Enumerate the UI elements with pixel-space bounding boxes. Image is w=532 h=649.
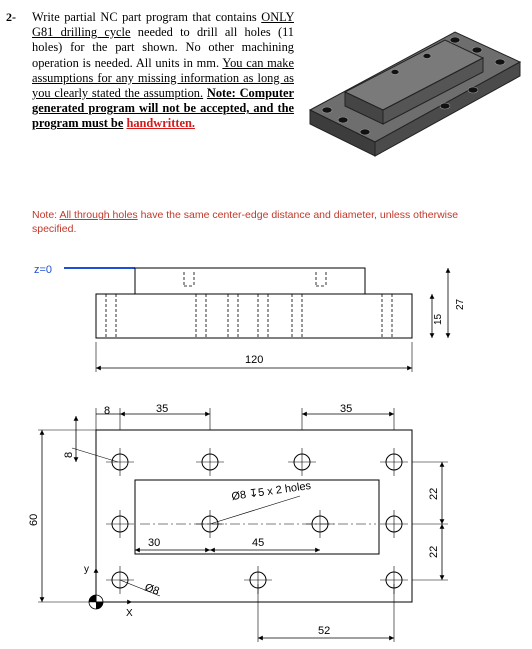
dim-27: 27 xyxy=(455,298,466,310)
dim-45: 45 xyxy=(252,537,265,549)
holes xyxy=(106,448,408,594)
dim-30: 30 xyxy=(148,537,161,549)
question-number: 2- xyxy=(6,10,16,24)
handwritten-word: handwritten. xyxy=(126,116,195,131)
dim-120: 120 xyxy=(245,354,264,366)
axis-x-label: X xyxy=(126,608,133,619)
dim-15: 15 xyxy=(433,313,444,325)
dim-22-top: 22 xyxy=(428,487,440,500)
dim-52: 52 xyxy=(318,625,331,637)
dim-35-left: 35 xyxy=(156,403,169,415)
assumption-text: You can make assumptions for any missing information as long as you clearly stated the assumption. xyxy=(32,55,294,101)
engineering-drawing xyxy=(0,250,532,649)
diameter-8-callout: Ø8 xyxy=(142,581,161,598)
dim-60: 60 xyxy=(28,513,40,526)
part-3d-render xyxy=(305,10,525,160)
g81-emphasis: G81 drilling cycle xyxy=(32,25,131,40)
note-bold: Note: Computer generated program will not be accepted, and the program must be xyxy=(32,86,294,131)
holes-note: Note: All through holes have the same center-edge distance and diameter, unless otherwise specified. xyxy=(32,209,459,235)
z-zero-label: z=0 xyxy=(34,264,53,276)
through-holes-underlined: All through holes xyxy=(59,209,138,221)
axis-y-label: y xyxy=(84,564,89,575)
dim-8-side: 8 xyxy=(63,451,75,458)
dim-22-bottom: 22 xyxy=(428,545,440,558)
dim-8-top: 8 xyxy=(104,405,111,417)
dim-35-right: 35 xyxy=(340,403,353,415)
question-text: Write partial NC part program that contains ONLY G81 drilling cycle needed to drill all holes (11 holes) for the part shown. No other machining operation is needed. All units in mm. You can make assumptions for any missing information as long as you clearly stated the assumption. Note: Computer generated program will not be accepted, and the program must be handwritten. xyxy=(32,10,294,131)
only-emphasis: ONLY xyxy=(261,10,294,24)
holes-callout: Ø8 ↧5 x 2 holes xyxy=(230,479,312,503)
